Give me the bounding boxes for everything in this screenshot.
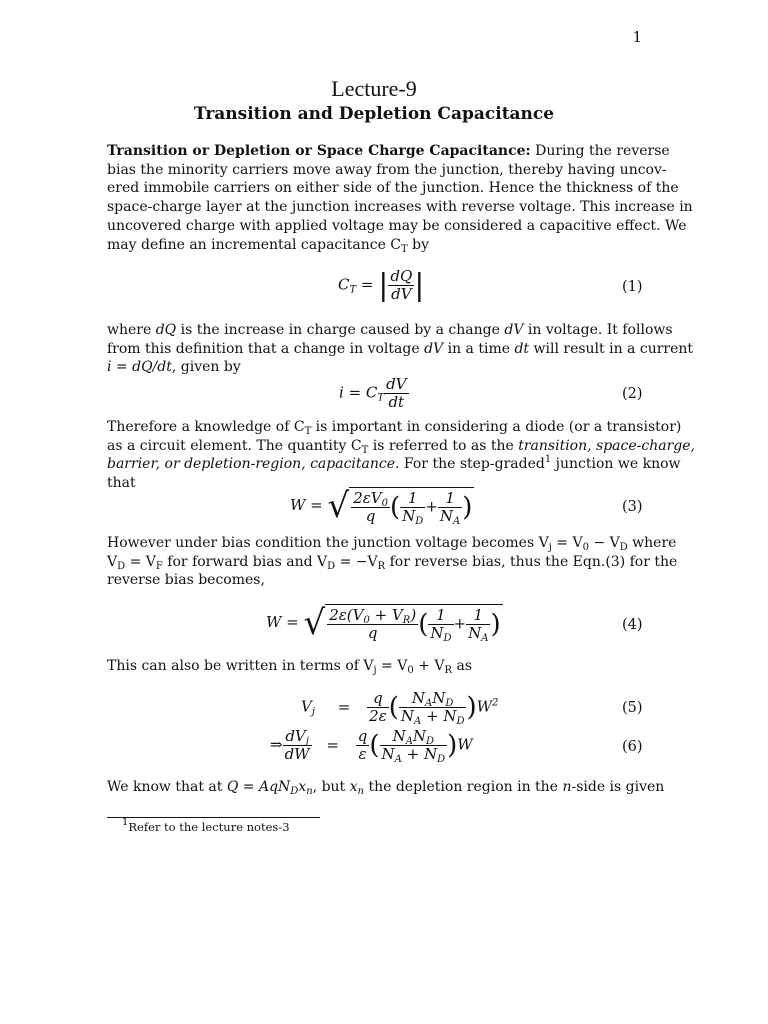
page-subtitle: Transition and Depletion Capacitance — [193, 104, 555, 124]
paragraph-charge: We know that at $Q = AqN_Dx_n$, but $x_n$ the depletion region in the n-side is given — [107, 779, 665, 797]
equation-5: $V_j$ = $\frac{q}{2\varepsilon}$ ( $\frac{N_AN_D}{N_A + N_D}$ )$W^2$ — [301, 689, 499, 727]
footnote: $^1$Refer to the lecture notes-3 — [122, 817, 290, 834]
equation-6: ⇒ $\frac{dV_j}{dW}$ = $\frac{q}{\varepsilon}$ ( $\frac{N_AN_D}{N_A + N_D}$ )W — [270, 727, 473, 765]
equation-label-6: (6) — [622, 739, 643, 755]
section-heading: Transition or Depletion or Space Charge Capacitance: — [107, 143, 531, 159]
paragraph-definition: where dQ is the increase in charge caused by a change dV in voltage. It follows from this definition that a change in voltage dV in a time dt will result in a current i = dQ/dt, given by — [107, 322, 694, 376]
equation-1: $C_T$ = | $\frac{dQ}{dV}$ | — [338, 267, 425, 303]
paragraph-knowledge: Therefore a knowledge of $C_T$ is important in considering a diode (or a transistor) as a circuit element. The quantity $C_T$ is referred to as the transition, space-charge, barrier, or depletion-region, capacitance. For the step-graded$^1$ junction we know that — [107, 419, 695, 492]
equation-label-1: (1) — [622, 279, 643, 295]
paragraph-vj: This can also be written in terms of $V_j = V_0 + V_R$ as — [107, 658, 472, 676]
page-number: 1 — [632, 28, 642, 46]
equation-label-5: (5) — [622, 700, 643, 716]
paragraph-bias: However under bias condition the junction voltage becomes $V_j = V_0 - V_D$ where $V_D = V_F$ for forward bias and $V_D = -V_R$ for reverse bias, thus the Eqn.(3) for the reverse bias becomes, — [107, 535, 678, 589]
footnote-marker: 1 — [544, 454, 552, 466]
paragraph-intro: Transition or Depletion or Space Charge Capacitance: During the reverse bias the minority carriers move away from the junction, thereby having uncov- ered immobile carriers on either side of the junction. Hence the thickness of the space-charge layer at the junction increases with reverse voltage. This increase in uncovered charge with applied voltage may be considered a capacitive effect. We may define an incremental capacitance $C_T$ by — [107, 143, 693, 255]
equation-3: W = √ $\frac{2\varepsilon V_0}{q}$ ( $\frac{1}{N_D}$ + $\frac{1}{N_A}$ ) — [290, 486, 473, 527]
equation-label-3: (3) — [622, 499, 643, 515]
page-title: Lecture-9 — [331, 76, 417, 101]
footnote-divider — [107, 817, 320, 818]
equation-label-4: (4) — [622, 617, 643, 633]
equation-label-2: (2) — [622, 386, 643, 402]
equation-4: W = √ $\frac{2\varepsilon(V_0 + V_R)}{q}$ ( $\frac{1}{N_D}$ + $\frac{1}{N_A}$ ) — [266, 603, 501, 644]
equation-2: $i = C_T$ $\frac{dV}{dt}$ — [339, 375, 407, 411]
